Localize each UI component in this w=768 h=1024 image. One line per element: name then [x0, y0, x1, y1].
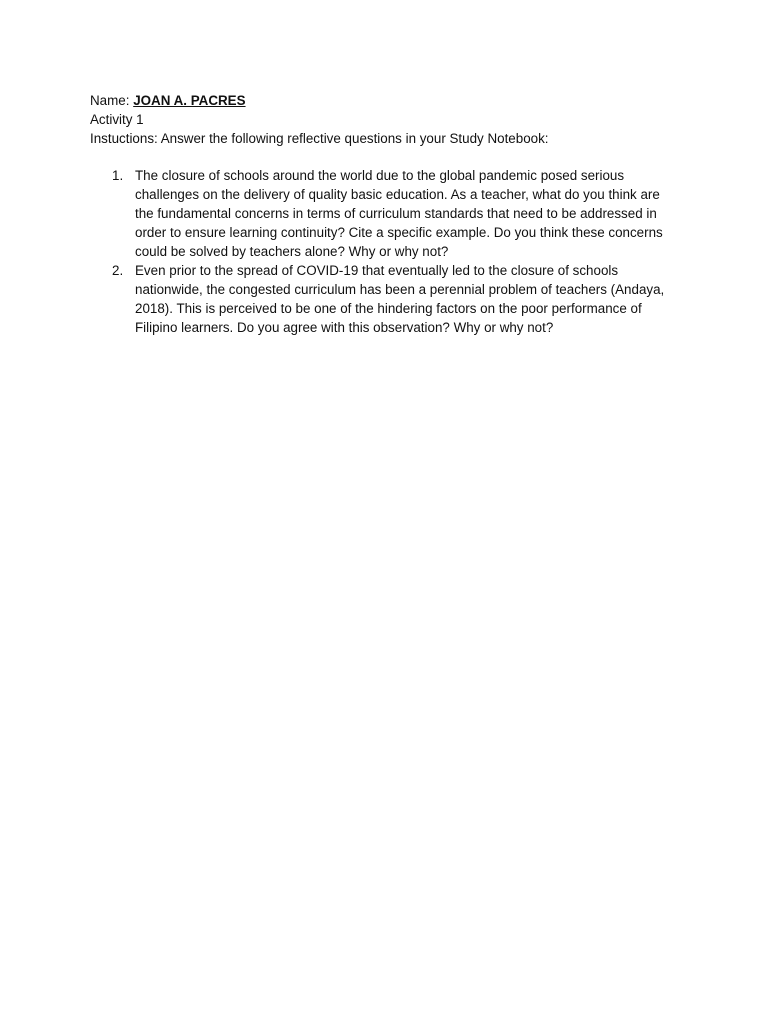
- question-number: 2.: [112, 263, 124, 278]
- question-list: [90, 166, 680, 337]
- question-number: 1.: [112, 168, 124, 183]
- student-name: JOAN A. PACRES: [133, 93, 246, 108]
- name-label: Name:: [90, 93, 130, 108]
- list-item: [90, 261, 680, 337]
- question-text: The closure of schools around the world due to the global pandemic posed serious challenges on the delivery of quality basic education. As a teacher, what do you think are the fundamental concerns in terms of curriculum standards that need to be addressed in order to ensure learning continuity? Cite a specific example. Do you think these concerns could be solved by teachers alone? Why or why not?: [135, 168, 663, 259]
- question-text: Even prior to the spread of COVID-19 that eventually led to the closure of schools nationwide, the congested curriculum has been a perennial problem of teachers (Andaya, 2018). This is perceived to be one of the hindering factors on the poor performance of Filipino learners. Do you agree with this observation? Why or why not?: [135, 263, 665, 335]
- activity-title: Activity 1: [90, 112, 144, 127]
- instructions-text: Instuctions: Answer the following reflective questions in your Study Notebook:: [90, 131, 549, 146]
- list-item: [90, 166, 680, 261]
- name-line: [90, 91, 680, 110]
- document-page: [90, 91, 680, 337]
